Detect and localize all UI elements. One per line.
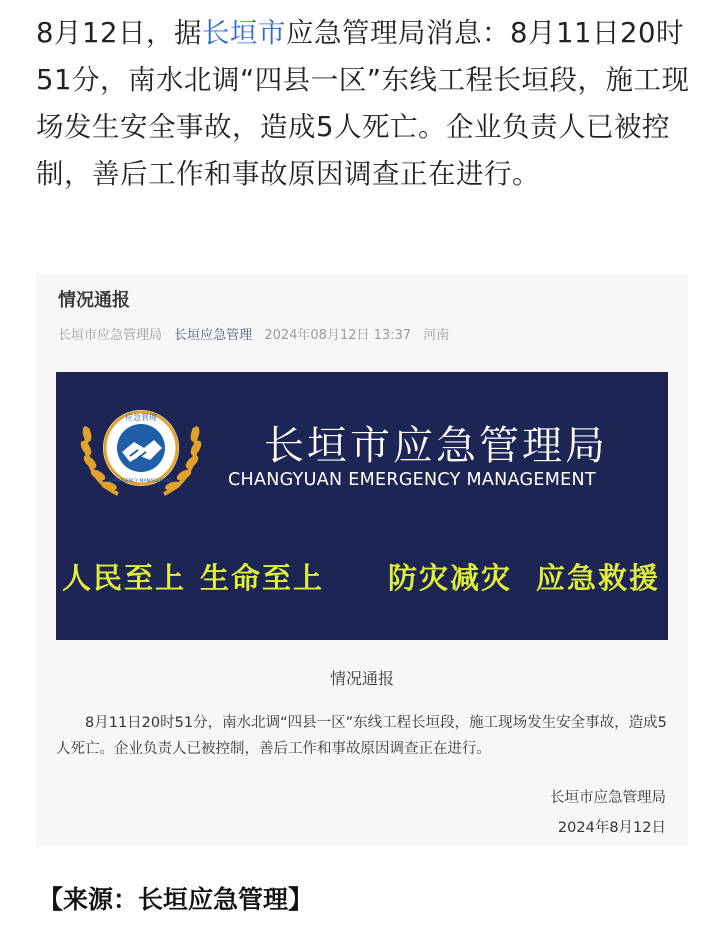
meta-publisher: 长垣市应急管理局	[58, 328, 163, 343]
emblem-bottom-text: EMERGENCY MANAGEMENT	[109, 479, 173, 484]
emblem-top-text: 应急管理	[125, 413, 157, 422]
banner-image	[56, 372, 668, 640]
banner-org-english: CHANGYUAN EMERGENCY MANAGEMENT	[228, 470, 596, 490]
meta-datetime: 2024年08月12日 13:37	[264, 328, 412, 343]
article-source: 【来源：长垣应急管理】	[38, 885, 314, 914]
meta-account-link[interactable]: 长垣应急管理	[174, 328, 253, 343]
card-meta	[58, 324, 449, 343]
slogan-disaster-prevention: 防灾减灾	[388, 561, 513, 595]
lead-text-start: 8月12日，据	[36, 17, 202, 49]
card-title: 情况通报	[58, 290, 130, 311]
notice-signature-org: 长垣市应急管理局	[550, 790, 666, 806]
banner-org-chinese: 长垣市应急管理局	[264, 423, 608, 469]
notice-signature-date: 2024年8月12日	[557, 820, 666, 836]
slogan-people-first: 人民至上	[62, 561, 187, 595]
lead-text-rest: 应急管理局消息：8月11日20时51分，南水北调“四县一区”东线工程长垣段，施工现场发生安全事故，造成5人死亡。企业负责人已被控制，善后工作和事故原因调查正在进行。	[36, 17, 690, 190]
notice-body: 8月11日20时51分，南水北调“四县一区”东线工程长垣段，施工现场发生安全事故，造成5人死亡。企业负责人已被控制，善后工作和事故原因调查正在进行。	[56, 715, 667, 757]
city-link[interactable]: 长垣市	[202, 17, 286, 49]
slogan-life-first: 生命至上	[200, 561, 325, 595]
shared-article-card[interactable]	[36, 274, 688, 846]
emergency-management-emblem-icon	[78, 398, 204, 502]
slogan-emergency-rescue: 应急救援	[536, 561, 661, 595]
article-lead	[36, 10, 696, 198]
meta-location: 河南	[423, 328, 450, 343]
notice-heading: 情况通报	[329, 669, 394, 688]
